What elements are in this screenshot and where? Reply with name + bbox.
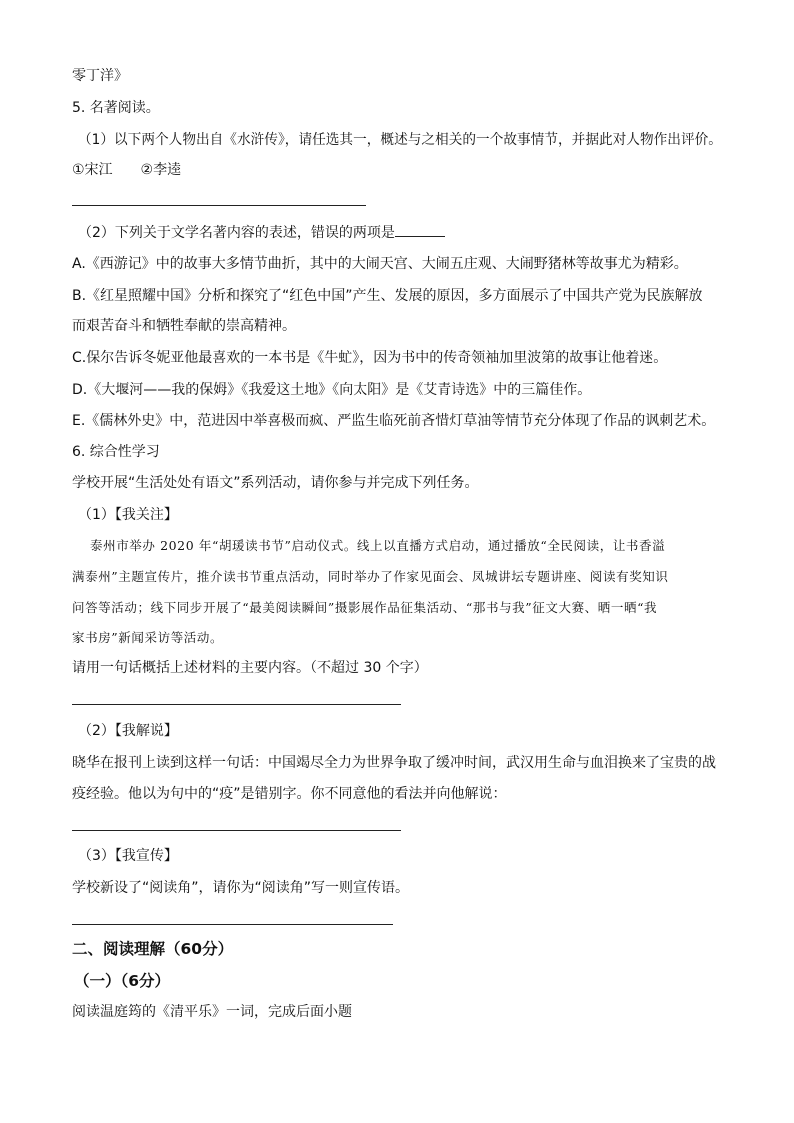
section2-title: 二、阅读理解（60分） [72,940,234,958]
answer-line-q5-1[interactable] [72,205,366,206]
q6-task3-label: （3）【我宣传】 [78,848,178,864]
answer-line-q6-2[interactable] [72,830,401,831]
q5-option-c: C.保尔告诉冬妮亚他最喜欢的一本书是《牛虻》，因为书中的传奇领袖加里波第的故事让他着迷。 [72,350,668,366]
answer-line-q6-1[interactable] [72,704,401,705]
q5-option-b-line2: 而艰苦奋斗和牺牲奉献的崇高精神。 [72,318,296,334]
q6-task2-text-line2: 疫经验。他以为句中的“疫”是错别字。你不同意他的看法并向他解说： [72,786,507,802]
q5-option-b-line1: B.《红星照耀中国》分析和探究了“红色中国”产生、发展的原因，多方面展示了中国共产党为民族解放 [72,288,703,304]
q6-task2-text-line1: 晓华在报刊上读到这样一句话：中国竭尽全力为世界争取了缓冲时间，武汉用生命与血泪换来了宝贵的战 [72,755,716,771]
answer-blank-q5-2[interactable] [395,222,445,237]
answer-line-q6-3[interactable] [72,924,393,925]
q6-task1-prompt: 请用一句话概括上述材料的主要内容。（不超过 30 个字） [72,660,428,676]
q6-material-line2: 满泰州”主题宣传片，推介读书节重点活动，同时举办了作家见面会、凤城讲坛专题讲座、阅读有奖知识 [72,569,669,584]
q5-part2-prompt: （2）下列关于文学名著内容的表述，错误的两项是 [78,222,445,243]
q6-material-line4: 家书房”新闻采访等活动。 [72,630,224,645]
q6-material-line3: 问答等活动；线下同步开展了“最美阅读瞬间”摄影展作品征集活动、“那书与我”征文大赛、晒一晒“我 [72,600,658,615]
q6-intro: 学校开展“生活处处有语文”系列活动，请你参与并完成下列任务。 [72,475,479,491]
q5-option-d: D.《大堰河——我的保姆》《我爱这土地》《向太阳》是《艾青诗选》中的三篇佳作。 [72,382,592,398]
q5-heading: 5. 名著阅读。 [72,100,160,116]
q5-option-a: A.《西游记》中的故事大多情节曲折，其中的大闹天宫、大闹五庄观、大闹野猪林等故事尤为精彩。 [72,256,688,272]
q6-task1-label: （1）【我关注】 [78,507,178,523]
q5-option-e: E.《儒林外史》中，范进因中举喜极而疯、严监生临死前吝惜灯草油等情节充分体现了作品的讽刺艺术。 [72,413,716,429]
q5-part1-prompt: （1）以下两个人物出自《水浒传》，请任选其一，概述与之相关的一个故事情节，并据此对人物作出评价。 [78,132,722,148]
q6-task2-label: （2）【我解说】 [78,723,178,739]
section2-instruction: 阅读温庭筠的《清平乐》一词，完成后面小题 [72,1004,352,1020]
q6-heading: 6. 综合性学习 [72,444,160,460]
q6-task3-text: 学校新设了“阅读角”，请你为“阅读角”写一则宣传语。 [72,880,410,896]
top-fragment: 零丁洋》 [72,68,128,84]
q6-material-line1: 泰州市举办 2020 年“胡瑗读书节”启动仪式。线上以直播方式启动，通过播放“全民阅读，让书香溢 [90,538,666,553]
section2-subtitle: （一）（6分） [74,972,171,990]
q5-part1-options: ①宋江 ②李逵 [72,162,182,178]
